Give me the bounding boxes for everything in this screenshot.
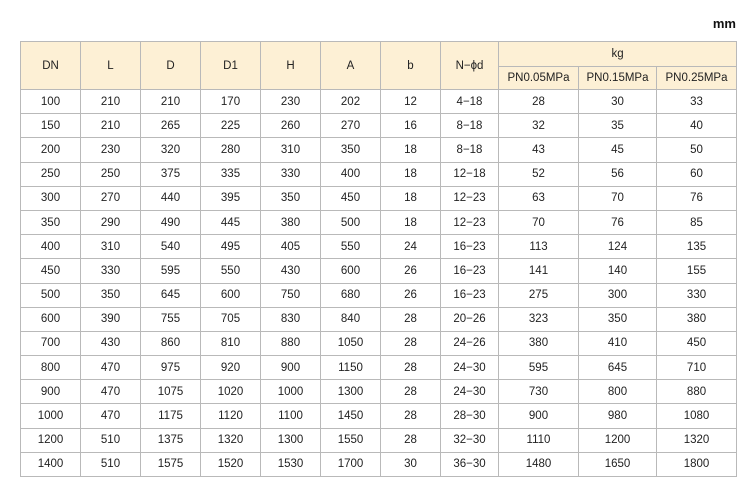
table-cell: 150 [21,114,81,138]
table-cell: 18 [381,162,441,186]
table-cell: 1450 [321,404,381,428]
table-cell: 35 [579,114,657,138]
table-cell: 24−30 [441,380,499,404]
table-cell: 202 [321,90,381,114]
table-cell: 1200 [21,428,81,452]
col-header-weight-group: kg [499,42,737,67]
table-row [21,307,737,331]
table-cell: 1100 [261,404,321,428]
table-cell: 405 [261,235,321,259]
table-cell: 810 [201,331,261,355]
table-row [21,428,737,452]
table-cell: 1320 [657,428,737,452]
table-cell: 16−23 [441,235,499,259]
table-cell: 16−23 [441,283,499,307]
table-cell: 350 [321,138,381,162]
table-cell: 36−30 [441,452,499,476]
table-cell: 225 [201,114,261,138]
table-cell: 680 [321,283,381,307]
table-cell: 24−30 [441,356,499,380]
table-cell: 200 [21,138,81,162]
table-cell: 1300 [321,380,381,404]
table-cell: 170 [201,90,261,114]
table-cell: 375 [141,162,201,186]
table-cell: 450 [21,259,81,283]
table-row [21,380,737,404]
table-cell: 30 [381,452,441,476]
table-cell: 750 [261,283,321,307]
table-cell: 210 [141,90,201,114]
table-cell: 380 [657,307,737,331]
table-cell: 700 [21,331,81,355]
table-cell: 310 [261,138,321,162]
table-cell: 210 [81,90,141,114]
table-cell: 595 [499,356,579,380]
table-cell: 1050 [321,331,381,355]
table-cell: 124 [579,235,657,259]
table-cell: 250 [81,162,141,186]
table-cell: 1700 [321,452,381,476]
table-cell: 730 [499,380,579,404]
table-cell: 1550 [321,428,381,452]
table-cell: 705 [201,307,261,331]
table-cell: 100 [21,90,81,114]
table-cell: 12−18 [441,162,499,186]
col-header-l: L [81,42,141,90]
table-cell: 323 [499,307,579,331]
table-cell: 60 [657,162,737,186]
table-cell: 830 [261,307,321,331]
table-cell: 1530 [261,452,321,476]
table-row [21,138,737,162]
table-cell: 330 [657,283,737,307]
table-cell: 32 [499,114,579,138]
table-cell: 16−23 [441,259,499,283]
table-cell: 410 [579,331,657,355]
table-cell: 300 [21,186,81,210]
table-cell: 440 [141,186,201,210]
table-cell: 1575 [141,452,201,476]
table-cell: 260 [261,114,321,138]
table-cell: 230 [261,90,321,114]
table-cell: 600 [21,307,81,331]
table-cell: 430 [261,259,321,283]
table-cell: 140 [579,259,657,283]
table-cell: 900 [499,404,579,428]
table-cell: 30 [579,90,657,114]
table-row [21,356,737,380]
col-header-d1: D1 [201,42,261,90]
table-cell: 1110 [499,428,579,452]
table-cell: 1075 [141,380,201,404]
col-header-n-phi-d: N−ϕd [441,42,499,90]
table-cell: 550 [201,259,261,283]
table-cell: 1320 [201,428,261,452]
table-cell: 900 [21,380,81,404]
table-cell: 70 [499,210,579,234]
table-cell: 1175 [141,404,201,428]
table-cell: 510 [81,452,141,476]
table-row [21,186,737,210]
table-row [21,452,737,476]
table-cell: 26 [381,259,441,283]
table-row [21,331,737,355]
table-cell: 28 [499,90,579,114]
table-row [21,404,737,428]
table-cell: 755 [141,307,201,331]
table-cell: 645 [141,283,201,307]
table-cell: 210 [81,114,141,138]
table-cell: 840 [321,307,381,331]
table-cell: 490 [141,210,201,234]
table-cell: 18 [381,210,441,234]
table-cell: 975 [141,356,201,380]
table-cell: 76 [579,210,657,234]
table-cell: 18 [381,138,441,162]
table-row [21,210,737,234]
table-cell: 350 [21,210,81,234]
table-cell: 33 [657,90,737,114]
table-cell: 50 [657,138,737,162]
table-cell: 330 [261,162,321,186]
table-cell: 265 [141,114,201,138]
table-cell: 63 [499,186,579,210]
table-cell: 430 [81,331,141,355]
table-cell: 1375 [141,428,201,452]
table-cell: 500 [21,283,81,307]
table-cell: 28 [381,307,441,331]
table-cell: 860 [141,331,201,355]
table-cell: 32−30 [441,428,499,452]
col-header-pn015: PN0.15MPa [579,67,657,90]
table-cell: 1800 [657,452,737,476]
col-header-pn005: PN0.05MPa [499,67,579,90]
table-cell: 645 [579,356,657,380]
unit-label: mm [712,16,736,31]
col-header-d: D [141,42,201,90]
table-body [21,90,737,477]
table-cell: 1000 [21,404,81,428]
table-row [21,90,737,114]
table-cell: 380 [499,331,579,355]
table-cell: 500 [321,210,381,234]
table-cell: 350 [579,307,657,331]
table-cell: 400 [321,162,381,186]
table-cell: 4−18 [441,90,499,114]
table-cell: 1300 [261,428,321,452]
table-cell: 1650 [579,452,657,476]
table-cell: 28 [381,331,441,355]
table-cell: 595 [141,259,201,283]
table-cell: 330 [81,259,141,283]
table-cell: 45 [579,138,657,162]
table-row [21,283,737,307]
table-cell: 380 [261,210,321,234]
table-cell: 141 [499,259,579,283]
col-header-pn025: PN0.25MPa [657,67,737,90]
table-cell: 18 [381,186,441,210]
table-cell: 550 [321,235,381,259]
table-cell: 495 [201,235,261,259]
table-cell: 980 [579,404,657,428]
table-cell: 43 [499,138,579,162]
table-cell: 16 [381,114,441,138]
header-row [21,42,737,67]
table-cell: 450 [321,186,381,210]
table-cell: 26 [381,283,441,307]
table-cell: 1080 [657,404,737,428]
table-cell: 470 [81,404,141,428]
table-cell: 450 [657,331,737,355]
table-row [21,162,737,186]
table-cell: 900 [261,356,321,380]
dimension-table [20,41,737,477]
col-header-b: b [381,42,441,90]
table-cell: 395 [201,186,261,210]
table-row [21,235,737,259]
table-cell: 1020 [201,380,261,404]
table-cell: 275 [499,283,579,307]
table-cell: 270 [321,114,381,138]
table-cell: 28 [381,428,441,452]
table-cell: 800 [579,380,657,404]
table-cell: 28−30 [441,404,499,428]
table-cell: 1000 [261,380,321,404]
table-cell: 390 [81,307,141,331]
table-cell: 800 [21,356,81,380]
table-cell: 320 [141,138,201,162]
table-cell: 85 [657,210,737,234]
table-cell: 300 [579,283,657,307]
table-cell: 445 [201,210,261,234]
table-cell: 28 [381,356,441,380]
table-cell: 710 [657,356,737,380]
table-cell: 470 [81,380,141,404]
table-cell: 40 [657,114,737,138]
table-cell: 335 [201,162,261,186]
table-cell: 113 [499,235,579,259]
col-header-a: A [321,42,381,90]
table-cell: 52 [499,162,579,186]
table-cell: 1120 [201,404,261,428]
table-cell: 20−26 [441,307,499,331]
table-cell: 1480 [499,452,579,476]
table-cell: 24 [381,235,441,259]
table-cell: 600 [201,283,261,307]
table-cell: 1150 [321,356,381,380]
table-cell: 70 [579,186,657,210]
table-cell: 880 [657,380,737,404]
col-header-dn: DN [21,42,81,90]
table-cell: 600 [321,259,381,283]
table-cell: 400 [21,235,81,259]
col-header-h: H [261,42,321,90]
table-cell: 28 [381,404,441,428]
table-cell: 270 [81,186,141,210]
table-cell: 290 [81,210,141,234]
table-cell: 8−18 [441,114,499,138]
table-cell: 1400 [21,452,81,476]
table-cell: 12−23 [441,210,499,234]
table-cell: 280 [201,138,261,162]
table-row [21,114,737,138]
table-cell: 350 [261,186,321,210]
table-cell: 310 [81,235,141,259]
table-cell: 250 [21,162,81,186]
table-cell: 350 [81,283,141,307]
table-row [21,259,737,283]
table-cell: 155 [657,259,737,283]
table-cell: 1520 [201,452,261,476]
table-cell: 76 [657,186,737,210]
table-cell: 8−18 [441,138,499,162]
table-cell: 135 [657,235,737,259]
table-cell: 540 [141,235,201,259]
table-cell: 880 [261,331,321,355]
table-cell: 470 [81,356,141,380]
table-cell: 24−26 [441,331,499,355]
table-cell: 510 [81,428,141,452]
table-cell: 56 [579,162,657,186]
table-cell: 1200 [579,428,657,452]
table-cell: 12−23 [441,186,499,210]
table-cell: 230 [81,138,141,162]
table-cell: 28 [381,380,441,404]
table-cell: 12 [381,90,441,114]
table-cell: 920 [201,356,261,380]
